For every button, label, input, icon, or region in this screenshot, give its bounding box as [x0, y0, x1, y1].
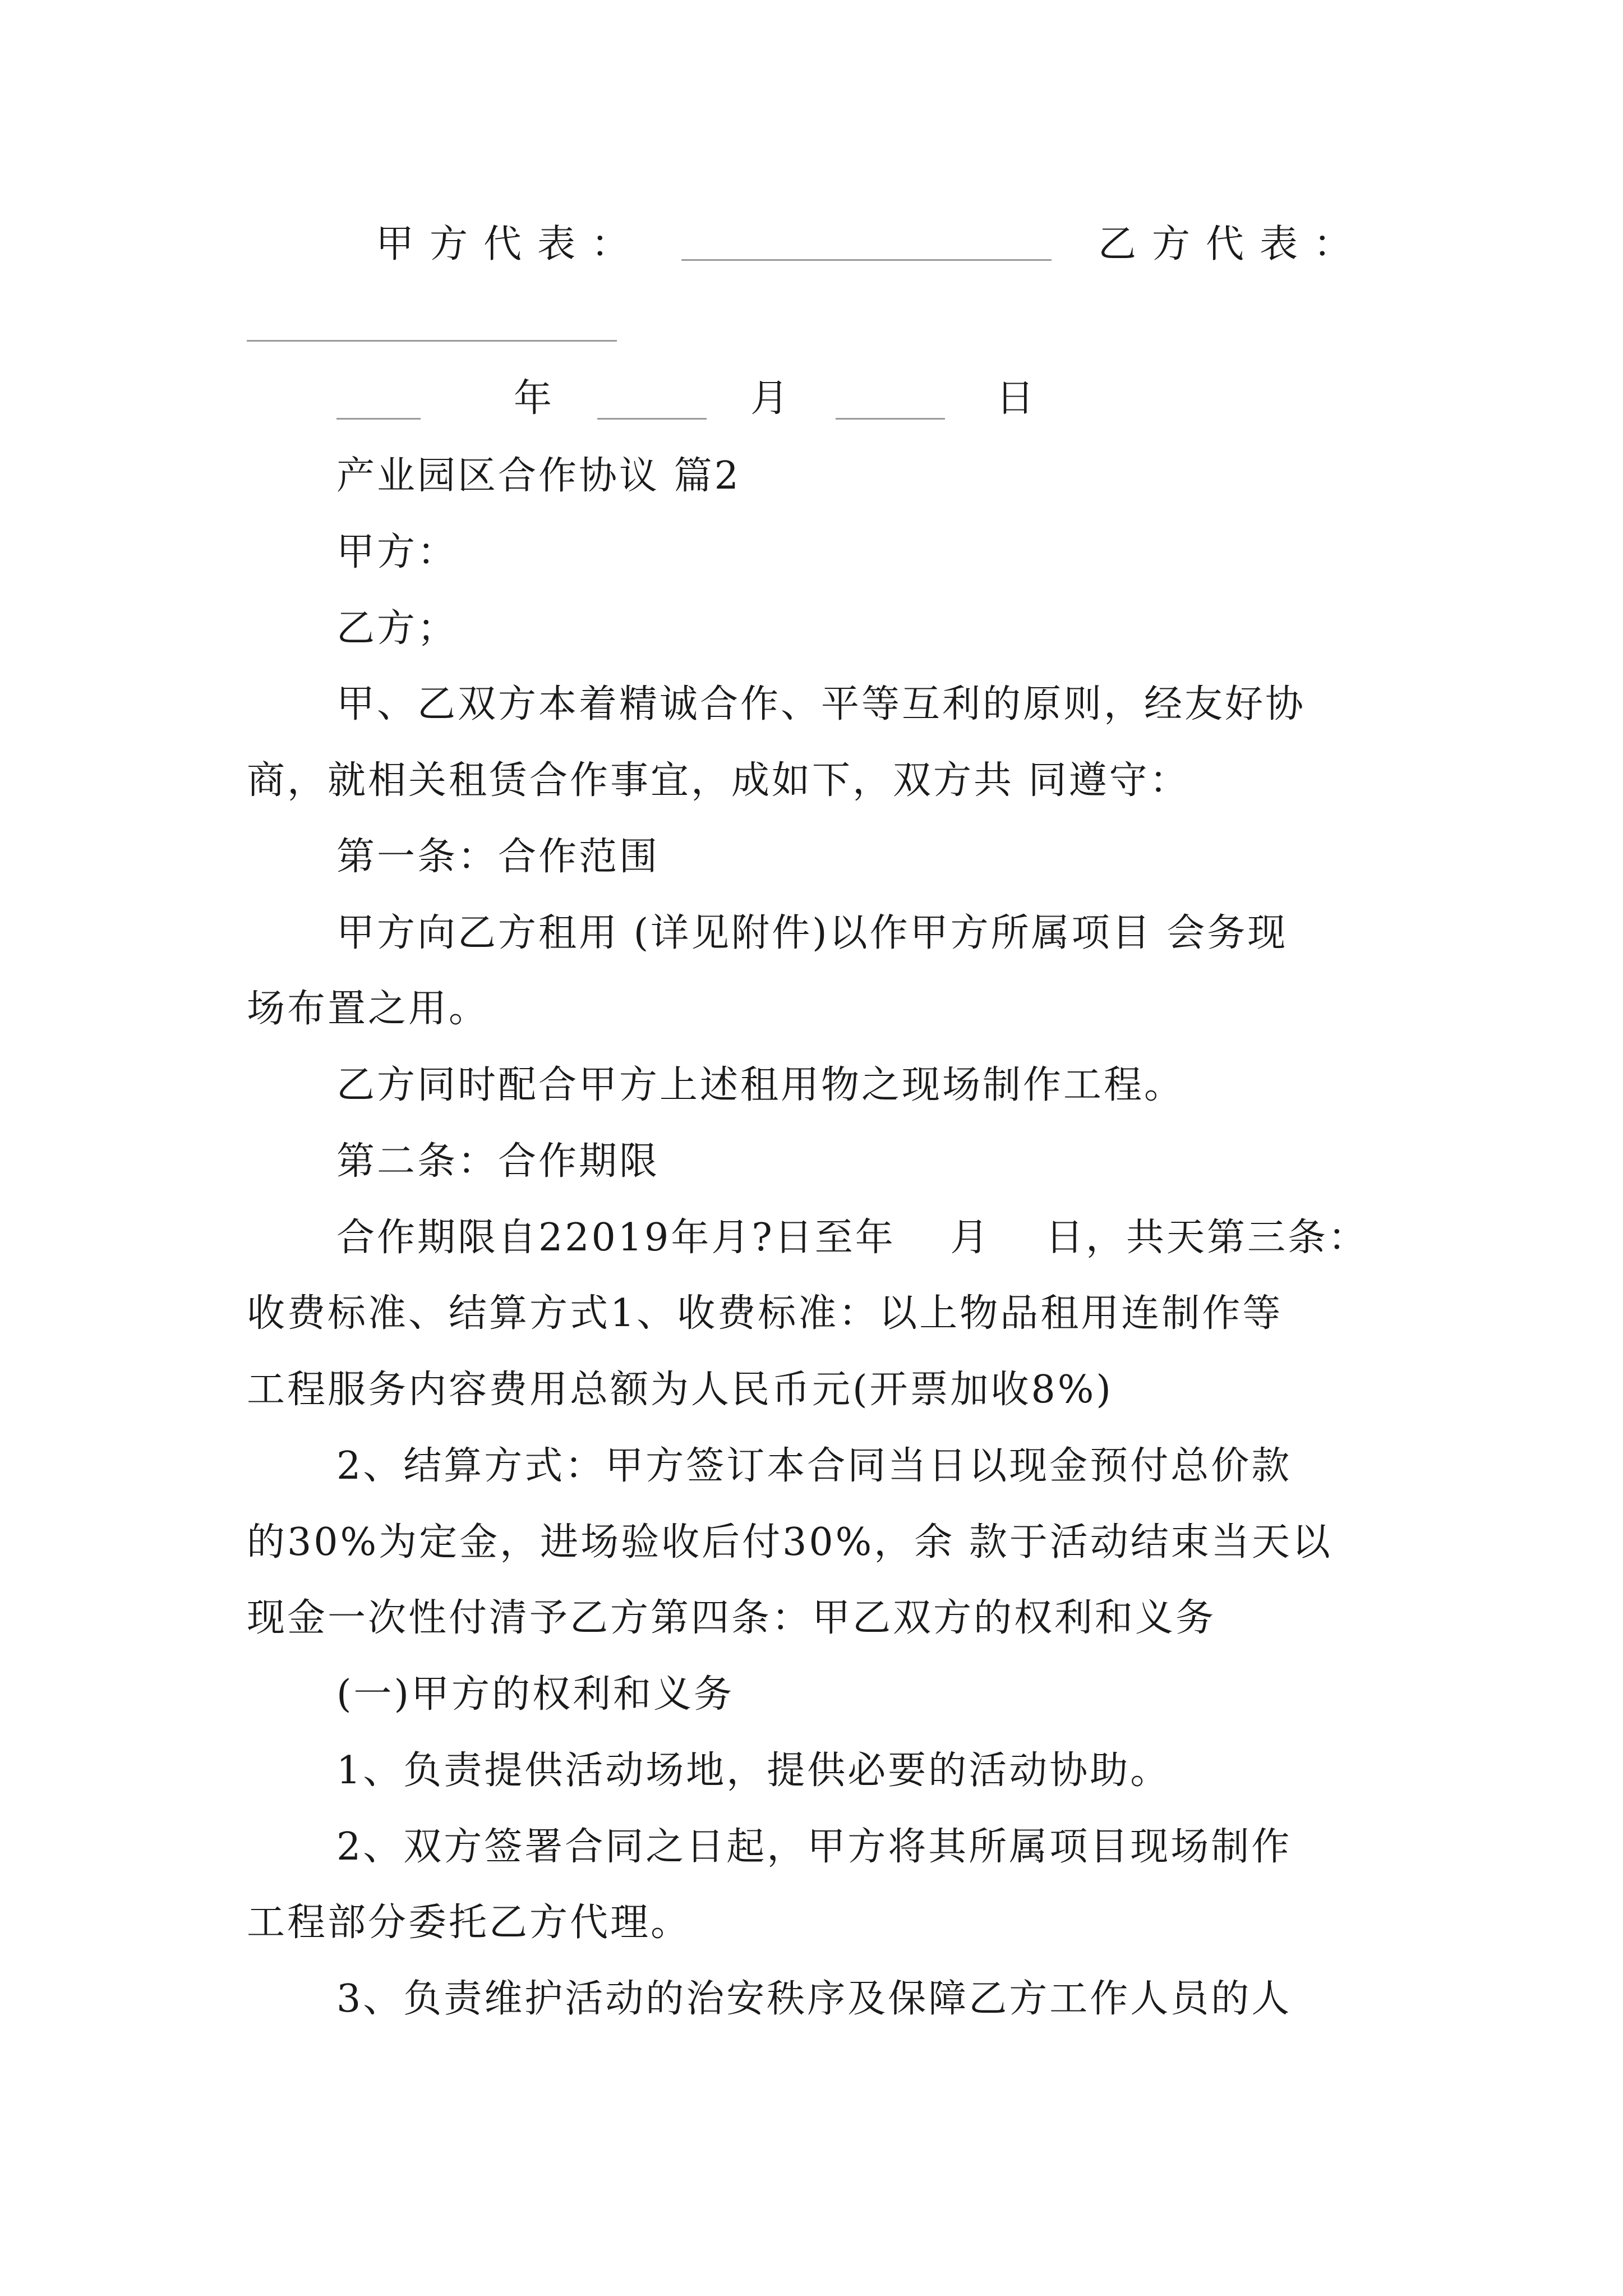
article-1-line-2: 场布置之用。 — [247, 987, 490, 1031]
section-a-item-2-line-2: 工程部分委托乙方代理。 — [247, 1901, 691, 1945]
intro-line-1: 甲、乙双方本着精诚合作、平等互利的原则，经友好协 — [336, 682, 1306, 726]
day-blank[interactable] — [836, 418, 945, 420]
section-heading: 产业园区合作协议 篇2 — [336, 454, 741, 498]
party-a-representative-blank[interactable] — [681, 259, 1052, 261]
section-a-item-1: 1、负责提供活动场地，提供必要的活动协助。 — [336, 1749, 1171, 1793]
year-label: 年 — [514, 376, 552, 421]
party-a-representative-label: 甲方代表： — [376, 222, 645, 266]
day-label: 日 — [996, 376, 1035, 421]
article-1-line-3: 乙方同时配合甲方上述租用物之现场制作工程。 — [336, 1063, 1185, 1107]
article-1-title: 第一条：合作范围 — [336, 835, 660, 879]
party-a-line: 甲方： — [336, 530, 458, 574]
party-b-representative-blank[interactable] — [247, 340, 617, 342]
article-2-line-3: 工程服务内容费用总额为人民币元(开票加收8%) — [247, 1368, 1113, 1412]
section-a-item-3: 3、负责维护活动的治安秩序及保障乙方工作人员的人 — [336, 1977, 1292, 2021]
month-blank[interactable] — [597, 418, 707, 420]
party-b-line: 乙方； — [336, 606, 458, 651]
article-1-line-1: 甲方向乙方租用 (详见附件)以作甲方所属项目 会务现 — [336, 911, 1288, 955]
settlement-line-1: 2、结算方式：甲方签订本合同当日以现金预付总价款 — [336, 1444, 1292, 1488]
section-a-item-2-line-1: 2、双方签署合同之日起，甲方将其所属项目现场制作 — [336, 1825, 1292, 1869]
month-label: 月 — [750, 376, 789, 421]
article-2-line-1: 合作期限自22019年月?日至年 月 日，共天第三条： — [336, 1216, 1369, 1260]
section-a-title: (一)甲方的权利和义务 — [336, 1672, 735, 1717]
article-2-title: 第二条：合作期限 — [336, 1139, 660, 1184]
article-2-line-2: 收费标准、结算方式1、收费标准：以上物品租用连制作等 — [247, 1291, 1283, 1336]
intro-line-2: 商，就相关租赁合作事宜，成如下，双方共 同遵守： — [247, 758, 1190, 803]
party-b-representative-label: 乙方代表： — [1098, 222, 1368, 266]
settlement-line-3: 现金一次性付清予乙方第四条：甲乙双方的权利和义务 — [247, 1596, 1216, 1640]
year-blank[interactable] — [336, 418, 421, 420]
settlement-line-2: 的30%为定金，进场验收后付30%，余 款于活动结束当天以 — [247, 1520, 1332, 1565]
